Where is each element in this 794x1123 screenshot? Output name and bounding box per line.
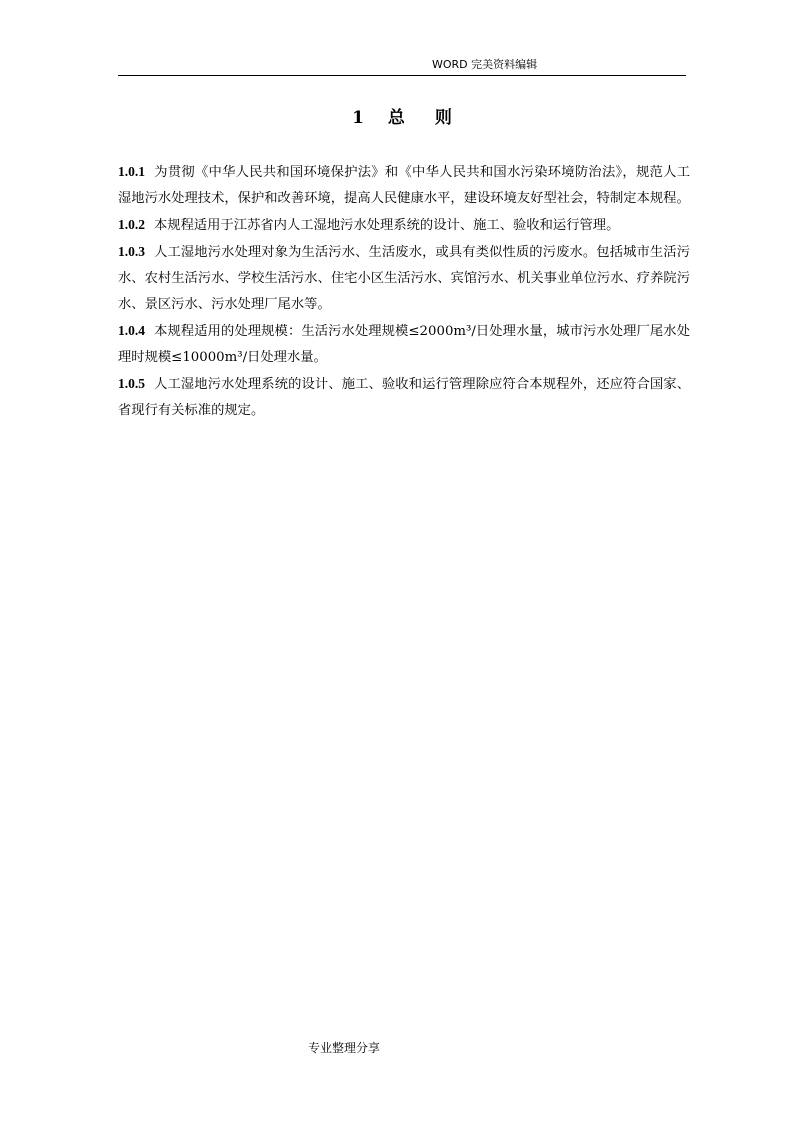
clause-number: 1.0.2 — [118, 217, 145, 232]
chapter-title-char-2: 则 — [434, 108, 452, 128]
document-body — [118, 159, 690, 424]
clause-1-0-1 — [118, 159, 690, 212]
clause-text: 本规程适用于江苏省内人工湿地污水处理系统的设计、施工、验收和运行管理。 — [154, 218, 620, 233]
clause-text: 为贯彻《中华人民共和国环境保护法》和《中华人民共和国水污染环境防治法》，规范人工湿地污水处理技术，保护和改善环境，提高人民健康水平，建设环境友好型社会，特制定本规程。 — [118, 165, 690, 206]
clause-number: 1.0.1 — [118, 164, 145, 179]
clause-text: 本规程适用的处理规模：生活污水处理规模≤2000m³/日处理水量，城市污水处理厂尾水处理时规模≤10000m³/日处理水量。 — [118, 324, 690, 365]
clause-1-0-5 — [118, 371, 690, 424]
chapter-title — [118, 106, 686, 130]
clause-number: 1.0.4 — [118, 323, 145, 338]
clause-number: 1.0.5 — [118, 376, 145, 391]
clause-text: 人工湿地污水处理系统的设计、施工、验收和运行管理除应符合本规程外，还应符合国家、省现行有关标准的规定。 — [118, 377, 690, 418]
chapter-number: 1 — [352, 108, 364, 128]
page-header — [118, 55, 686, 76]
clause-1-0-4 — [118, 318, 690, 371]
header-text: WORD 完美资料编辑 — [432, 58, 538, 71]
clause-1-0-3 — [118, 239, 690, 318]
clause-number: 1.0.3 — [118, 244, 145, 259]
chapter-title-char-1: 总 — [387, 108, 405, 128]
clause-text: 人工湿地污水处理对象为生活污水、生活废水，或具有类似性质的污废水。包括城市生活污水、农村生活污水、学校生活污水、住宅小区生活污水、宾馆污水、机关事业单位污水、疗养院污水、景区污水、污水处理厂尾水等。 — [118, 245, 690, 312]
page-footer: 专业整理分享 — [308, 1041, 381, 1055]
clause-1-0-2 — [118, 212, 690, 239]
